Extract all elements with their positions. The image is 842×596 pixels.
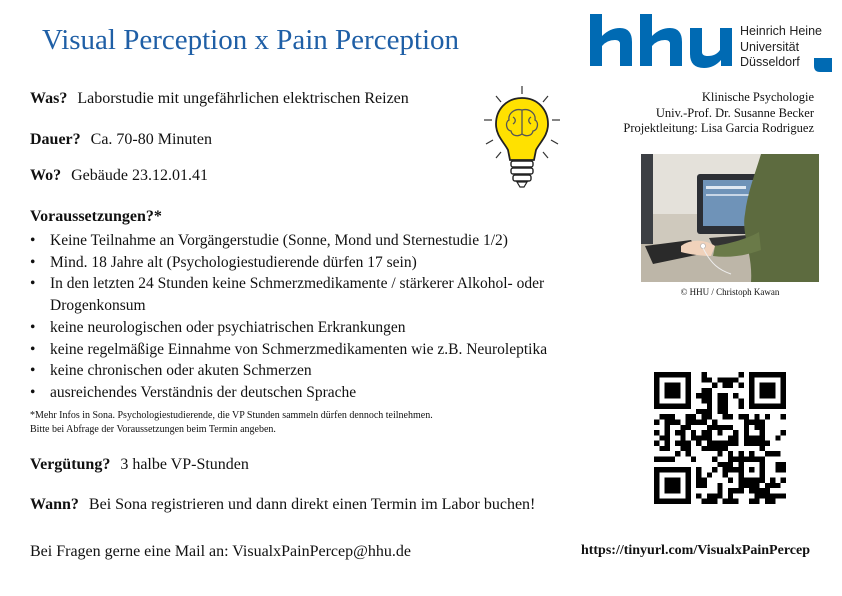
list-item: • keine neurologischen oder psychiatrischen Erkrankungen <box>30 317 640 339</box>
study-url-link[interactable]: https://tinyurl.com/VisualxPainPercep <box>580 543 810 558</box>
list-item: • keine regelmäßige Einnahme von Schmerzmedikamenten wie z.B. Neuroleptika <box>30 339 640 361</box>
institution-line: Univ.-Prof. Dr. Susanne Becker <box>655 105 814 120</box>
requirements-list <box>30 230 640 404</box>
logo-wordmark <box>740 24 822 71</box>
requirements-label: Voraussetzungen?* <box>30 208 162 225</box>
hhu-logo <box>590 14 740 74</box>
lightbulb-brain-icon <box>482 84 562 192</box>
detail-label: Vergütung? <box>30 456 111 473</box>
contact-email-text[interactable]: Bei Fragen gerne eine Mail an: VisualxPainPercep@hhu.de <box>30 543 411 560</box>
detail-value: 3 halbe VP-Stunden <box>120 456 249 473</box>
logo-line: Heinrich Heine <box>740 24 822 38</box>
detail-label: Dauer? <box>30 131 81 148</box>
list-item: • ausreichendes Verständnis der deutschen Sprache <box>30 382 640 404</box>
detail-wann <box>30 496 535 514</box>
list-item: • In den letzten 24 Stunden keine Schmerzmedikamente / stärkerer Alkohol- oder Drogenkonsum <box>30 273 640 316</box>
detail-label: Wann? <box>30 496 79 513</box>
institution-info <box>623 90 814 137</box>
detail-value: Gebäude 23.12.01.41 <box>71 167 208 184</box>
lab-photo <box>641 154 819 282</box>
page-title: Visual Perception x Pain Perception <box>42 24 460 56</box>
list-item: • keine chronischen oder akuten Schmerzen <box>30 360 640 382</box>
logo-line: Universität <box>740 39 800 54</box>
detail-value: Ca. 70-80 Minuten <box>90 131 212 148</box>
detail-value: Laborstudie mit ungefährlichen elektrischen Reizen <box>77 90 409 107</box>
detail-label: Wo? <box>30 167 62 184</box>
list-item: • Mind. 18 Jahre alt (Psychologiestudierende dürfen 17 sein) <box>30 252 640 274</box>
institution-line: Projektleitung: Lisa Garcia Rodriguez <box>623 121 814 135</box>
institution-line: Klinische Psychologie <box>701 90 814 104</box>
logo-line: Düsseldorf <box>740 55 800 69</box>
detail-label: Was? <box>30 90 68 107</box>
detail-wo <box>30 167 208 185</box>
list-item: • Keine Teilnahme an Vorgängerstudie (Sonne, Mond und Sternestudie 1/2) <box>30 230 640 252</box>
detail-value: Bei Sona registrieren und dann direkt einen Termin im Labor buchen! <box>88 496 536 513</box>
qr-code-icon[interactable] <box>654 372 786 504</box>
detail-verguetung <box>30 456 249 474</box>
footnote: *Mehr Infos in Sona. Psychologiestudierende, die VP Stunden sammeln dürfen dennoch teilnehmen. Bitte bei Abfrage der Voraussetzungen beim Termin angeben. <box>30 410 433 435</box>
requirements-heading <box>30 208 168 226</box>
detail-dauer <box>30 131 212 149</box>
detail-was <box>30 90 409 108</box>
photo-credit: © HHU / Christoph Kawan <box>680 287 780 297</box>
